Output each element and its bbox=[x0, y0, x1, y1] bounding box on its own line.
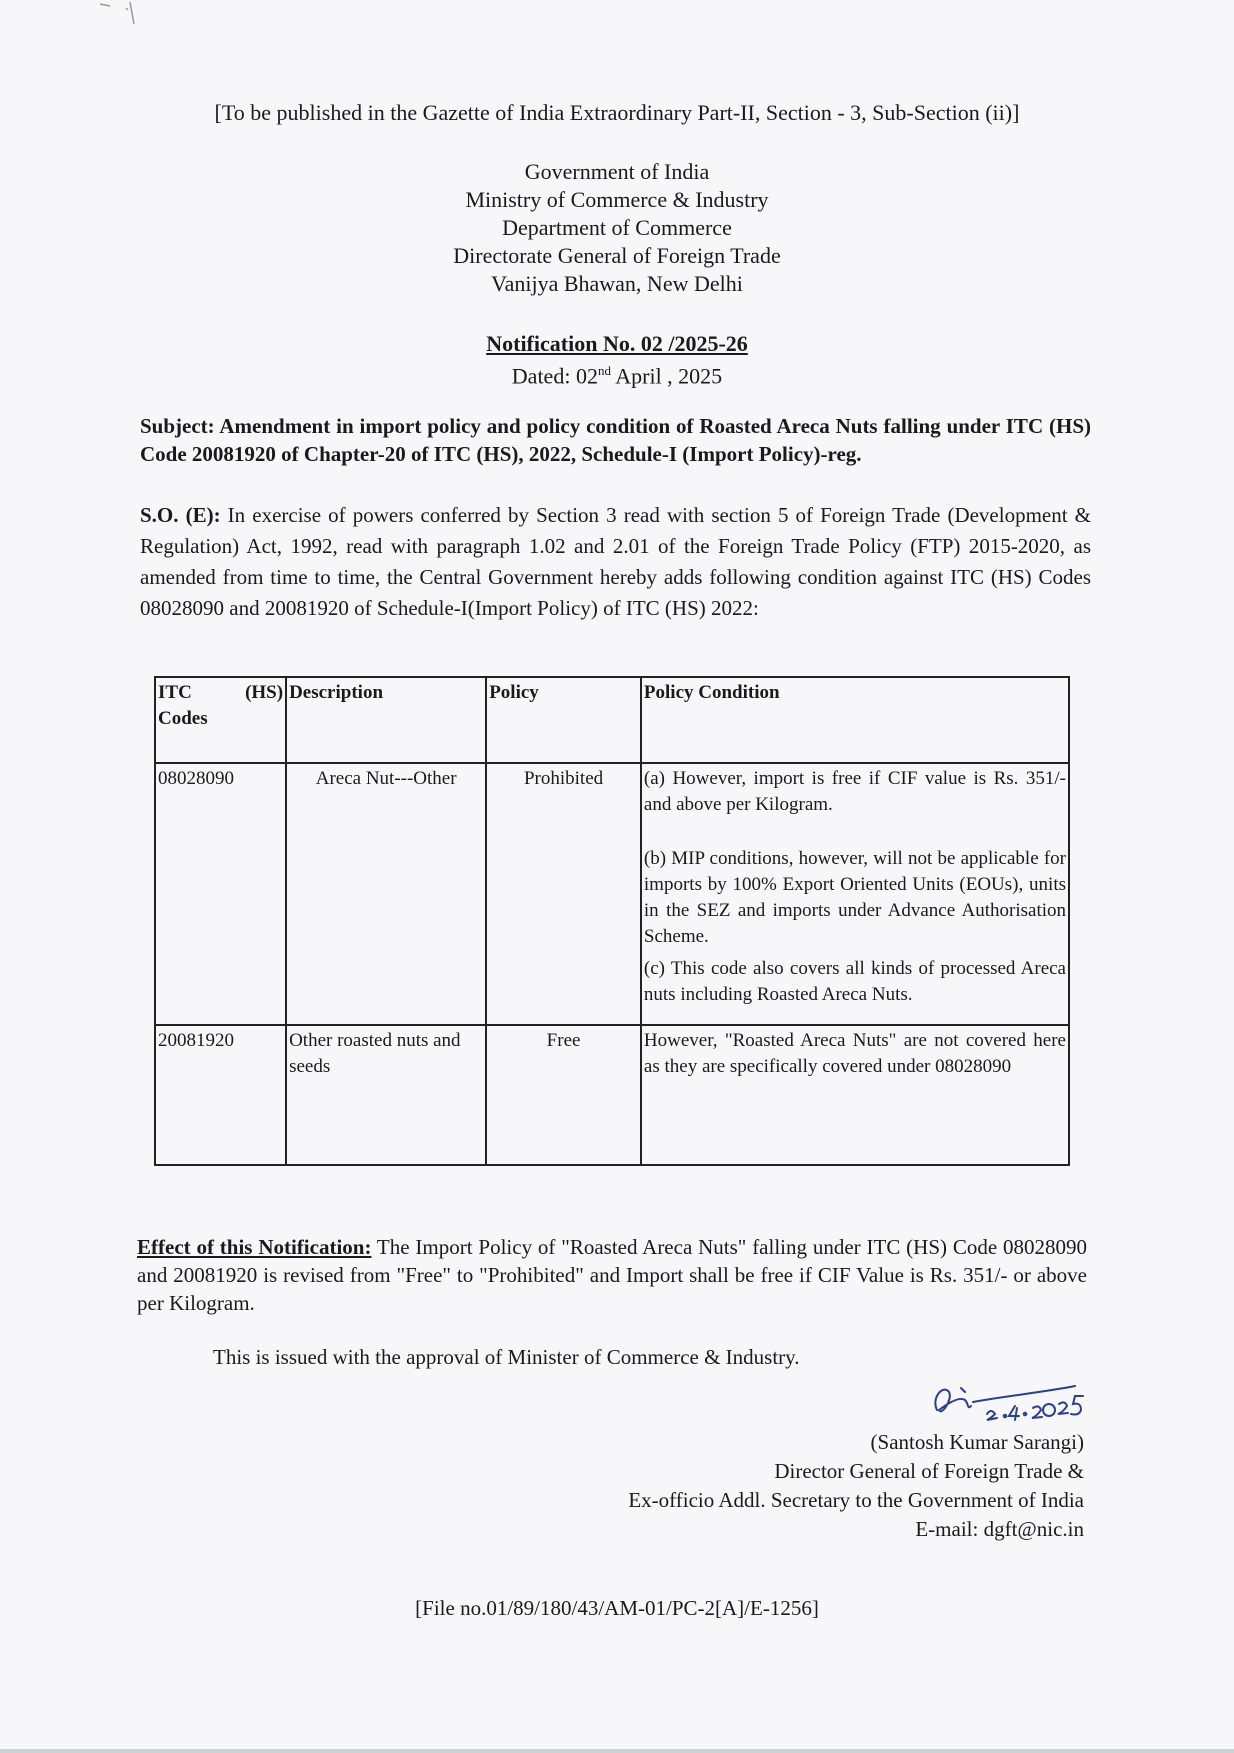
body-text: In exercise of powers conferred by Section 3 read with section 5 of Foreign Trade (Development & Regulation) Act, 1992, read with paragraph 1.02 and 2.01 of the Foreign Trade Policy (FTP) 2015-2020, as amended from time to time, the Central Government hereby adds following condition against ITC (HS) Codes 08028090 and 20081920 of Schedule-I(Import Policy) of ITC (HS) 2022: bbox=[140, 503, 1091, 620]
table-header-row bbox=[155, 677, 1069, 763]
approval-line: This is issued with the approval of Minister of Commerce & Industry. bbox=[213, 1345, 800, 1369]
condition-c: (c) This code also covers all kinds of processed Areca nuts including Roasted Areca Nuts. bbox=[643, 958, 1066, 1005]
office-line-ministry: Ministry of Commerce & Industry bbox=[465, 187, 769, 212]
office-address bbox=[0, 158, 1234, 298]
header-description: Description bbox=[286, 677, 486, 763]
office-line-government: Government of India bbox=[524, 159, 710, 184]
cell-policy-condition bbox=[641, 1025, 1069, 1165]
cell-code: 20081920 bbox=[155, 1025, 286, 1165]
signatory-designation-secondary: Ex-officio Addl. Secretary to the Government of India bbox=[628, 1488, 1084, 1512]
file-number: [File no.01/89/180/43/AM-01/PC-2[A]/E-1256] bbox=[415, 1596, 819, 1620]
cell-description: Areca Nut---Other bbox=[286, 763, 486, 1025]
cell-description: Other roasted nuts and seeds bbox=[286, 1025, 486, 1165]
condition-a: (a) However, import is free if CIF value is Rs. 351/- and above per Kilogram. bbox=[643, 768, 1066, 815]
effect-label: Effect of this Notification: bbox=[137, 1235, 372, 1259]
header-policy: Policy bbox=[486, 677, 641, 763]
cell-code: 08028090 bbox=[155, 763, 286, 1025]
condition-text: However, "Roasted Areca Nuts" are not covered here as they are specifically covered under 08028090 bbox=[643, 1030, 1066, 1077]
notification-number: Notification No. 02 /2025-26 bbox=[486, 331, 748, 356]
policy-table bbox=[154, 676, 1070, 1166]
table-row bbox=[155, 1025, 1069, 1165]
cell-policy: Prohibited bbox=[486, 763, 641, 1025]
body-paragraph bbox=[140, 500, 1091, 624]
signatory-email: E-mail: dgft@nic.in bbox=[915, 1517, 1084, 1541]
scan-edge bbox=[0, 1749, 1234, 1753]
table-row bbox=[155, 763, 1069, 1025]
effect-text: The Import Policy of "Roasted Areca Nuts" falling under ITC (HS) Code 08028090 and 20081920 is revised from "Free" to "Prohibited" and Import shall be free if CIF Value is Rs. 351/- or above per Kilogram. bbox=[137, 1235, 1087, 1315]
signatory-designation: Director General of Foreign Trade & bbox=[774, 1459, 1084, 1483]
office-line-location: Vanijya Bhawan, New Delhi bbox=[491, 271, 743, 296]
header-policy-condition: Policy Condition bbox=[641, 677, 1069, 763]
signatory-block bbox=[628, 1428, 1084, 1544]
so-label: S.O. (E): bbox=[140, 503, 221, 527]
scan-mark bbox=[100, 0, 160, 40]
office-line-department: Department of Commerce bbox=[502, 215, 732, 240]
notification-date: Dated: 02nd April , 2025 bbox=[511, 363, 723, 389]
subject: Subject: Amendment in import policy and policy condition of Roasted Areca Nuts falling under ITC (HS) Code 20081920 of Chapter-20 of ITC (HS), 2022, Schedule-I (Import Policy)-reg. bbox=[140, 414, 1091, 466]
office-line-directorate: Directorate General of Foreign Trade bbox=[453, 243, 781, 268]
gazette-line: [To be published in the Gazette of India Extraordinary Part-II, Section - 3, Sub-Section (ii)] bbox=[214, 100, 1020, 125]
cell-policy-condition bbox=[641, 763, 1069, 1025]
condition-b: (b) MIP conditions, however, will not be applicable for imports by 100% Export Oriented Units (EOUs), units in the SEZ and imports under Advance Authorisation Scheme. bbox=[643, 848, 1066, 947]
notification-heading bbox=[0, 330, 1234, 389]
effect-paragraph bbox=[137, 1233, 1087, 1317]
cell-policy: Free bbox=[486, 1025, 641, 1165]
signatory-name: (Santosh Kumar Sarangi) bbox=[870, 1430, 1084, 1454]
header-itc-codes: ITC (HS) Codes bbox=[155, 677, 286, 763]
